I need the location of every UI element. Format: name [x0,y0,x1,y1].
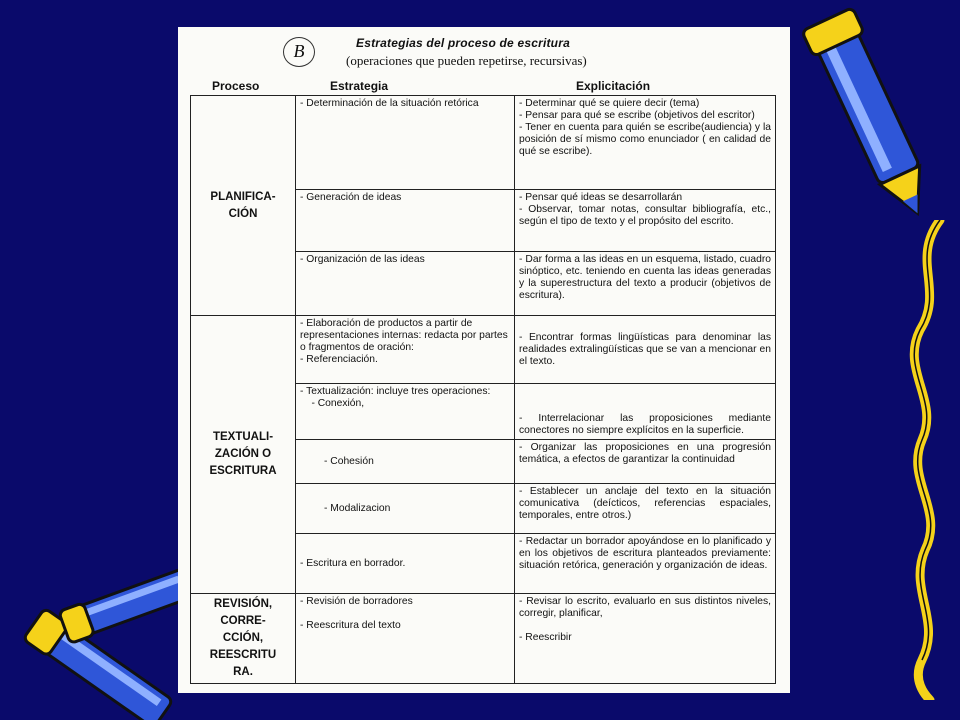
scanned-document [178,27,790,693]
explanation-cell: - Revisar lo escrito, evaluarlo en sus distintos niveles, corregir, planificar, - Reescribir [515,594,776,684]
explanation-cell: - Interrelacionar las proposiciones mediante conectores no siempre explícitos en la superficie. [515,384,776,440]
column-header-estrategia: Estrategia [330,79,389,93]
strategy-cell: - Elaboración de productos a partir de representaciones internas: redacta por partes o fragmentos de oración: - Referenciación. [296,316,515,384]
strategy-cell: - Modalizacion [296,484,515,534]
handwritten-mark: B [283,37,315,67]
explanation-cell: - Determinar qué se quiere decir (tema) - Pensar para qué se escribe (objetivos del escritor) - Tener en cuenta para quién se escribe(audiencia) y la posición de sí mismo como enunciador ( en calidad de qué se escribe). [515,96,776,190]
squiggle-decoration-icon [900,220,960,700]
explanation-cell: - Establecer un anclaje del texto en la situación comunicativa (deícticos, referencias espaciales, temporales, entre otros.) [515,484,776,534]
table-row [191,594,776,684]
process-cell [191,96,296,316]
document-subtitle: (operaciones que pueden repetirse, recursivas) [346,53,587,68]
strategy-cell: - Organización de las ideas [296,252,515,316]
explanation-cell: - Pensar qué ideas se desarrollarán - Observar, tomar notas, consultar bibliografía, etc., según el tipo de texto y el propósito del escrito. [515,190,776,252]
explanation-cell: - Organizar las proposiciones en una progresión temática, a efectos de garantizar la continuidad [515,440,776,484]
document-title: Estrategias del proceso de escritura [356,36,570,50]
strategy-cell: - Cohesión [296,440,515,484]
process-label: TEXTUALI- ZACIÓN O ESCRITURA [209,431,277,477]
process-label: PLANIFICA- CIÓN [210,190,276,220]
explanation-cell: - Redactar un borrador apoyándose en lo planificado y en los objetivos de escritura planteados previamente: situación retórica, generación y organización de ideas. [515,534,776,594]
table-row [191,316,776,384]
strategy-cell: - Escritura en borrador. [296,534,515,594]
strategy-cell: - Revisión de borradores - Reescritura del texto [296,594,515,684]
pens-clipart-bottom-icon [0,560,200,720]
process-cell [191,594,296,684]
column-header-explicitacion: Explicitación [576,79,651,93]
strategy-cell: - Textualización: incluye tres operaciones: - Conexión, [296,384,515,440]
strategy-cell: - Determinación de la situación retórica [296,96,515,190]
strategies-table [190,95,776,684]
strategy-cell: - Generación de ideas [296,190,515,252]
process-cell [191,316,296,594]
table-row [191,96,776,190]
pen-clipart-top-icon [800,0,950,230]
column-header-proceso: Proceso [212,79,260,93]
explanation-cell: - Encontrar formas lingüísticas para denominar las realidades extralingüísticas que se van a mencionar en el texto. [515,316,776,384]
explanation-cell: - Dar forma a las ideas en un esquema, listado, cuadro sinóptico, etc. teniendo en cuenta las ideas generadas y la superestructura del texto a producir (objetivos de escritura). [515,252,776,316]
process-label: REVISIÓN, CORRE- CCIÓN, REESCRITU RA. [209,598,277,678]
